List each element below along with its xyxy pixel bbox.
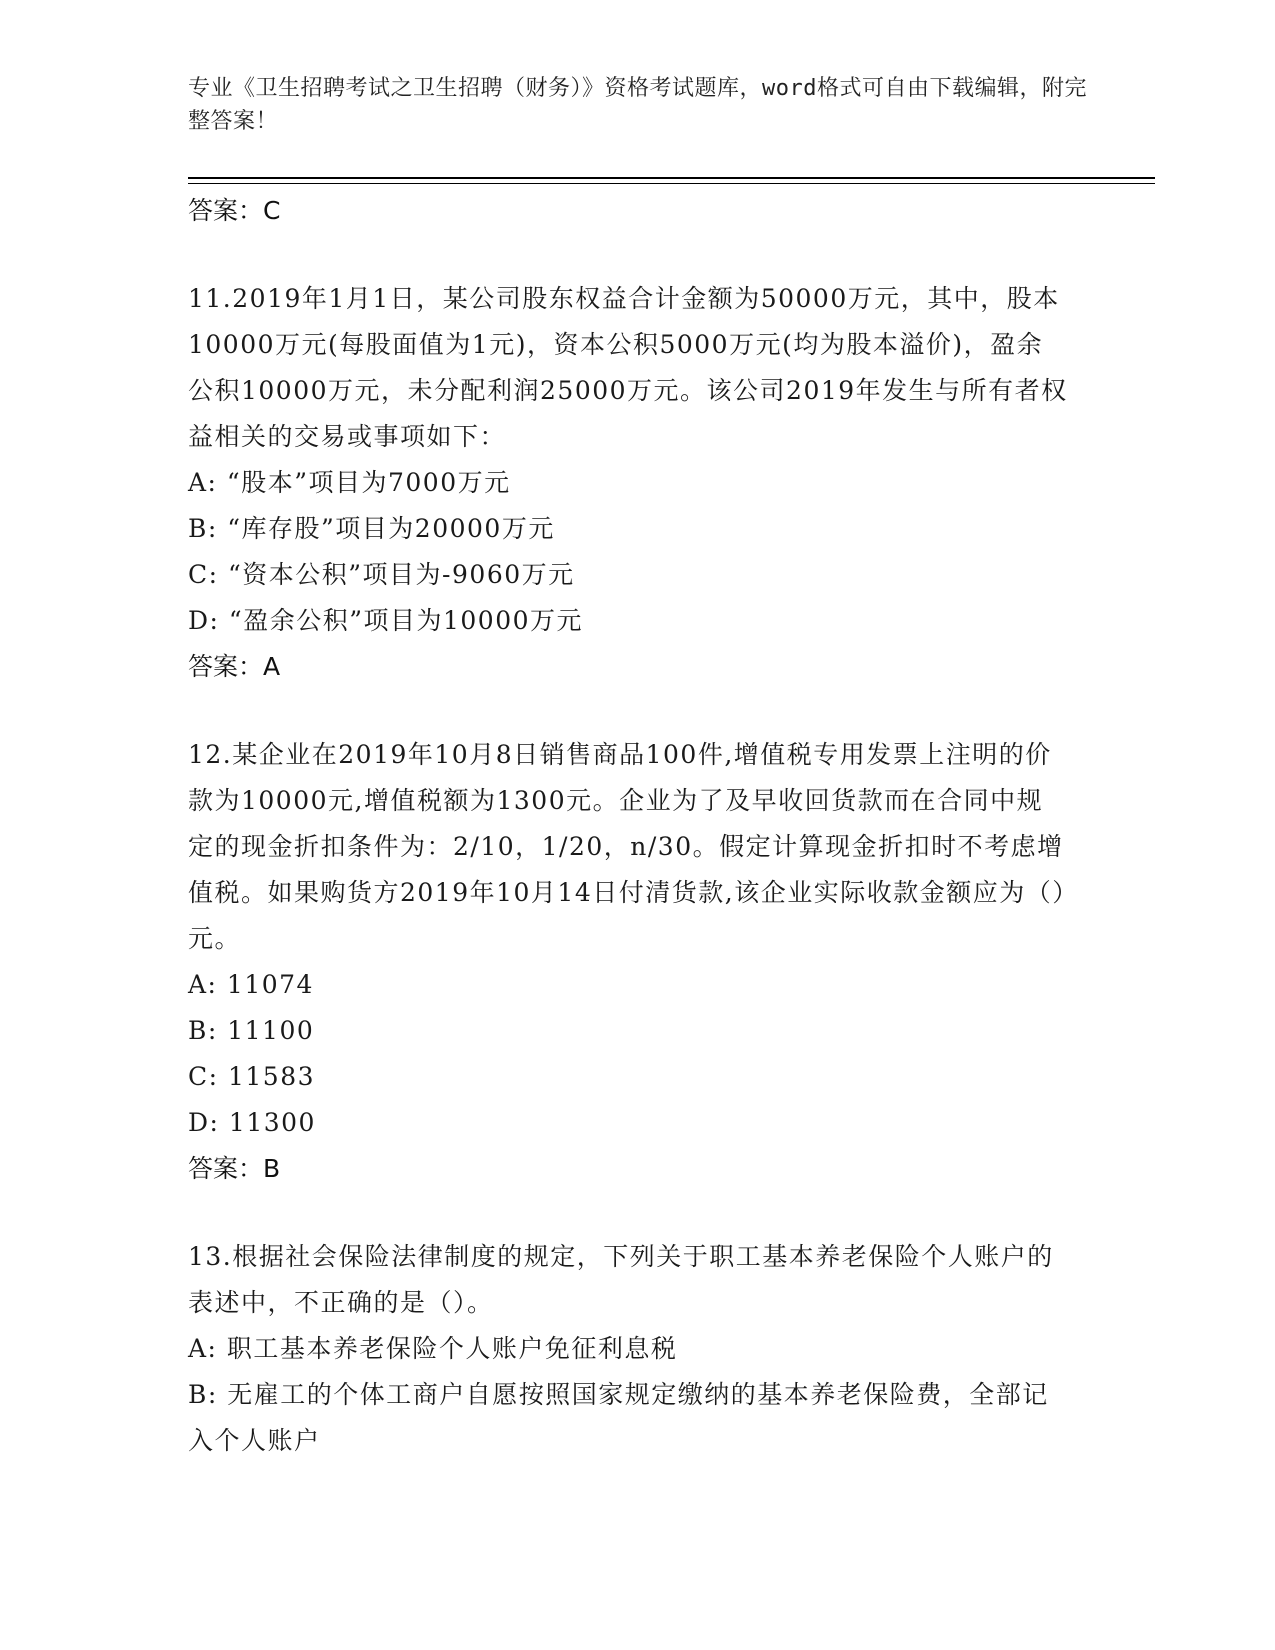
question-answer: 答案：A [188,652,281,681]
question-stem: 13.根据社会保险法律制度的规定，下列关于职工基本养老保险个人账户的表述中，不正确的是（）。 [188,1242,1054,1317]
question-11 [188,276,1068,690]
option-d: D: “盈余公积”项目为10000万元 [188,606,584,635]
option-b: B: 无雇工的个体工商户自愿按照国家规定缴纳的基本养老保险费，全部记入个人账户 [188,1380,1049,1455]
question-answer: 答案：B [188,1154,281,1183]
option-b: B: “库存股”项目为20000万元 [188,514,555,543]
option-c: C: “资本公积”项目为-9060万元 [188,560,575,589]
previous-answer: 答案：C [188,196,281,225]
option-a: A: 职工基本养老保险个人账户免征利息税 [188,1334,678,1363]
option-d: D: 11300 [188,1108,316,1137]
option-c: C: 11583 [188,1062,316,1091]
header-divider-thick [188,177,1155,179]
question-content [188,188,1068,1464]
question-13 [188,1234,1068,1464]
question-stem: 12.某企业在2019年10月8日销售商品100件,增值税专用发票上注明的价款为10000元,增值税额为1300元。企业为了及早收回货款而在合同中规定的现金折扣条件为：2/10，1/20，n/30。假定计算现金折扣时不考虑增值税。如果购货方2019年10月14日付清货款,该企业实际收款金额应为（）元。 [188,740,1067,953]
document-header-intro: 专业《卫生招聘考试之卫生招聘（财务）》资格考试题库，word格式可自由下载编辑，附完整答案！ [188,76,1087,134]
header-divider-thin [188,183,1155,184]
question-12 [188,732,1068,1192]
option-b: B: 11100 [188,1016,315,1045]
option-a: A: 11074 [188,970,314,999]
question-stem: 11.2019年1月1日，某公司股东权益合计金额为50000万元，其中，股本10000万元(每股面值为1元)，资本公积5000万元(均为股本溢价)，盈余公积10000万元，未分配利润25000万元。该公司2019年发生与所有者权益相关的交易或事项如下： [188,284,1068,451]
option-a: A: “股本”项目为7000万元 [188,468,511,497]
